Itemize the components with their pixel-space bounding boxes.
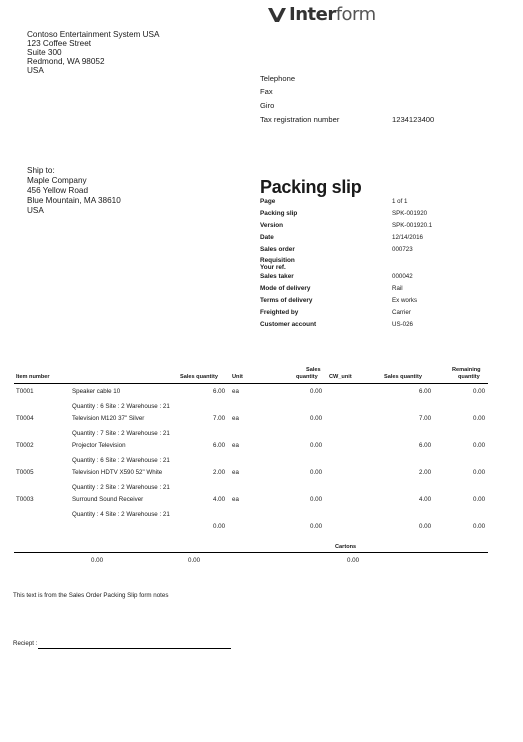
cell-unit: ea [232, 415, 239, 422]
column-header-sales-quantity: Sales quantity [180, 374, 218, 380]
field-label-page: Page [260, 198, 276, 205]
field-value-customer-account: US-026 [392, 321, 413, 328]
cell-detail: Quantity : 6 Site : 2 Warehouse : 21 [72, 457, 170, 464]
footer-rule [14, 552, 488, 553]
field-value-page: 1 of 1 [392, 198, 408, 205]
field-label-terms-of-delivery: Terms of delivery [260, 297, 313, 304]
field-value-freighted-by: Carrier [392, 309, 411, 316]
total-cw-quantity: 0.00 [310, 523, 323, 530]
column-header-cw-unit: CW_unit [329, 374, 352, 380]
ship-to-city: Blue Mountain, MA 38610 [27, 196, 121, 205]
cell-remaining: 0.00 [473, 388, 486, 395]
column-header-remaining-line1: Remaining [452, 367, 481, 373]
cell-sales-quantity-2: 4.00 [419, 496, 432, 503]
table-header-rule [14, 383, 488, 384]
field-label-packing-slip: Packing slip [260, 210, 298, 217]
ship-to-label: Ship to: [27, 166, 55, 175]
cell-item-name: Television M120 37" Silver [72, 415, 145, 422]
column-header-sales-quantity-2: Sales quantity [384, 374, 422, 380]
document-title: Packing slip [260, 177, 362, 197]
cell-item-name: Speaker cable 10 [72, 388, 121, 395]
field-label-freighted-by: Freighted by [260, 309, 299, 316]
ship-to-address [27, 166, 121, 216]
receipt-signature-line [38, 648, 231, 649]
cell-sales-quantity-2: 6.00 [419, 442, 432, 449]
cell-item-name: Television HDTV X590 52" White [72, 469, 163, 476]
cell-cw-quantity: 0.00 [310, 469, 323, 476]
company-name: Contoso Entertainment System USA [27, 30, 160, 39]
field-label-sales-order: Sales order [260, 246, 295, 253]
column-header-sales-cw-line2: quantity [296, 374, 318, 380]
cell-cw-quantity: 0.00 [310, 388, 323, 395]
cell-item-number: T0003 [16, 496, 34, 503]
cell-cw-quantity: 0.00 [310, 442, 323, 449]
field-value-date: 12/14/2016 [392, 234, 423, 241]
cell-item-number: T0002 [16, 442, 34, 449]
field-value-packing-slip: SPK-001920 [392, 210, 428, 217]
company-city: Redmond, WA 98052 [27, 57, 105, 66]
cartons-label: Cartons [335, 544, 357, 550]
ship-to-name: Maple Company [27, 176, 87, 185]
logo-text-light: form [335, 4, 376, 25]
field-value-mode-of-delivery: Rail [392, 285, 403, 292]
cell-item-number: T0004 [16, 415, 34, 422]
field-value-sales-order: 000723 [392, 246, 413, 253]
interform-logo [268, 4, 376, 25]
company-street: 123 Coffee Street [27, 39, 92, 48]
cell-item-name: Projector Television [72, 442, 126, 449]
column-header-remaining-line2: quantity [458, 374, 480, 380]
cell-item-number: T0001 [16, 388, 34, 395]
cell-sales-quantity: 6.00 [213, 442, 226, 449]
cell-item-number: T0005 [16, 469, 34, 476]
field-label-sales-taker: Sales taker [260, 273, 294, 280]
cell-unit: ea [232, 388, 239, 395]
cell-detail: Quantity : 7 Site : 2 Warehouse : 21 [72, 430, 170, 437]
column-header-item-number: Item number [16, 374, 50, 380]
cell-sales-quantity-2: 6.00 [419, 388, 432, 395]
column-header-unit: Unit [232, 374, 243, 380]
total-sales-quantity-2: 0.00 [419, 523, 432, 530]
cell-unit: ea [232, 496, 239, 503]
cell-remaining: 0.00 [473, 496, 486, 503]
field-value-terms-of-delivery: Ex works [392, 297, 418, 304]
cell-sales-quantity-2: 7.00 [419, 415, 432, 422]
cartons-value: 0.00 [347, 557, 360, 564]
cell-unit: ea [232, 469, 239, 476]
cell-sales-quantity: 2.00 [213, 469, 226, 476]
cell-cw-quantity: 0.00 [310, 496, 323, 503]
field-label-requisition: Requisition [260, 257, 295, 264]
footer-value-b: 0.00 [188, 557, 201, 564]
cell-sales-quantity: 6.00 [213, 388, 226, 395]
cell-remaining: 0.00 [473, 442, 486, 449]
field-label-customer-account: Customer account [260, 321, 317, 328]
cell-sales-quantity-2: 2.00 [419, 469, 432, 476]
cell-detail: Quantity : 6 Site : 2 Warehouse : 21 [72, 403, 170, 410]
receipt-label: Reciept : [13, 640, 38, 647]
logo-mark-icon [268, 8, 286, 22]
fax-label: Fax [260, 87, 273, 96]
cell-remaining: 0.00 [473, 469, 486, 476]
cell-cw-quantity: 0.00 [310, 415, 323, 422]
logo-text-bold: Inter [289, 4, 336, 25]
field-label-date: Date [260, 234, 274, 241]
field-label-version: Version [260, 222, 284, 229]
field-value-sales-taker: 000042 [392, 273, 413, 280]
cell-remaining: 0.00 [473, 415, 486, 422]
ship-to-street: 456 Yellow Road [27, 186, 89, 195]
company-country: USA [27, 66, 44, 75]
company-suite: Suite 300 [27, 48, 62, 57]
form-notes: This text is from the Sales Order Packing Slip form notes [13, 592, 169, 599]
field-value-version: SPK-001920.1 [392, 222, 433, 229]
ship-to-country: USA [27, 206, 44, 215]
cell-detail: Quantity : 4 Site : 2 Warehouse : 21 [72, 511, 170, 518]
cell-sales-quantity: 4.00 [213, 496, 226, 503]
giro-label: Giro [260, 101, 275, 110]
tax-registration-label: Tax registration number [260, 115, 340, 124]
total-remaining: 0.00 [473, 523, 486, 530]
tax-registration-value: 1234123400 [392, 115, 435, 124]
cell-item-name: Surround Sound Receiver [72, 496, 144, 503]
cell-detail: Quantity : 2 Site : 2 Warehouse : 21 [72, 484, 170, 491]
company-address [27, 30, 159, 75]
cell-unit: ea [232, 442, 239, 449]
telephone-label: Telephone [260, 74, 296, 83]
column-header-sales-cw-line1: Sales [306, 367, 321, 373]
field-label-your-ref: Your ref. [260, 264, 286, 271]
cell-sales-quantity: 7.00 [213, 415, 226, 422]
total-sales-quantity: 0.00 [213, 523, 226, 530]
footer-value-a: 0.00 [91, 557, 104, 564]
field-label-mode-of-delivery: Mode of delivery [260, 285, 311, 292]
